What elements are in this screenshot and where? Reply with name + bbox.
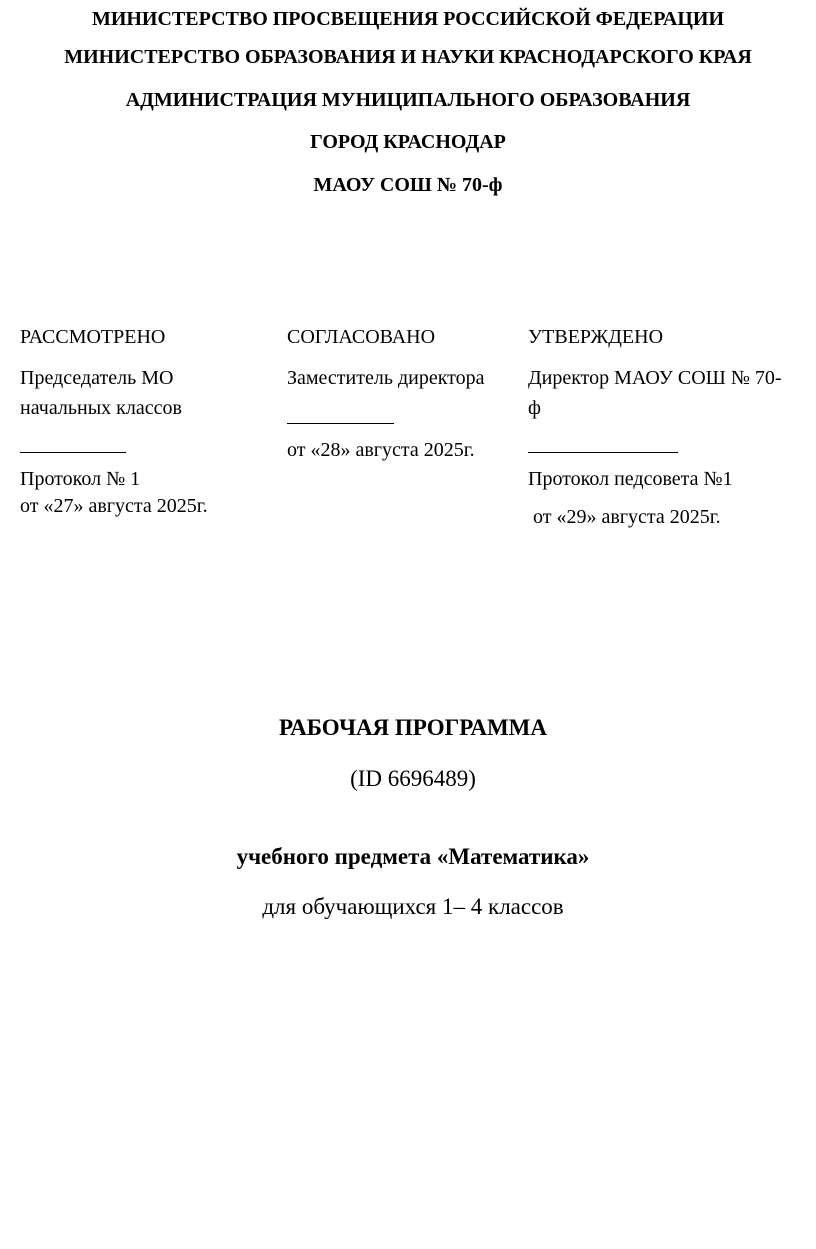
approved-position-line2: ф <box>528 397 541 419</box>
approved-position-line1: Директор МАОУ СОШ № 70- <box>528 367 782 389</box>
agreed-title: СОГЛАСОВАНО <box>287 326 436 348</box>
approved-date: от «29» августа 2025г. <box>528 506 721 528</box>
program-title: РАБОЧАЯ ПРОГРАММА <box>278 715 547 740</box>
school-name: МАОУ СОШ № 70-ф <box>313 174 503 196</box>
agreed-position: Заместитель директора <box>287 367 485 389</box>
program-audience: для обучающихся 1– 4 классов <box>262 894 564 919</box>
city-name: ГОРОД КРАСНОДАР <box>310 131 506 153</box>
reviewed-protocol: Протокол № 1 <box>20 468 141 490</box>
reviewed-title: РАССМОТРЕНО <box>20 326 166 348</box>
reviewed-position-line2: начальных классов <box>20 397 182 419</box>
municipal-administration: АДМИНИСТРАЦИЯ МУНИЦИПАЛЬНОГО ОБРАЗОВАНИЯ <box>125 89 691 111</box>
approved-title: УТВЕРЖДЕНО <box>528 326 664 348</box>
ministry-regional: МИНИСТЕРСТВО ОБРАЗОВАНИЯ И НАУКИ КРАСНОДАРСКОГО КРАЯ <box>64 46 752 68</box>
approved-signature-line <box>528 452 678 453</box>
approved-protocol: Протокол педсовета №1 <box>528 468 733 490</box>
agreed-signature-line <box>287 423 394 424</box>
agreed-date: от «28» августа 2025г. <box>287 439 475 461</box>
ministry-federal: МИНИСТЕРСТВО ПРОСВЕЩЕНИЯ РОССИЙСКОЙ ФЕДЕРАЦИИ <box>91 8 725 30</box>
reviewed-date: от «27» августа 2025г. <box>20 495 208 517</box>
reviewed-signature-line <box>20 452 126 453</box>
program-subject: учебного предмета «Математика» <box>236 844 590 869</box>
program-id: (ID 6696489) <box>350 766 476 791</box>
reviewed-position-line1: Председатель МО <box>20 367 174 389</box>
